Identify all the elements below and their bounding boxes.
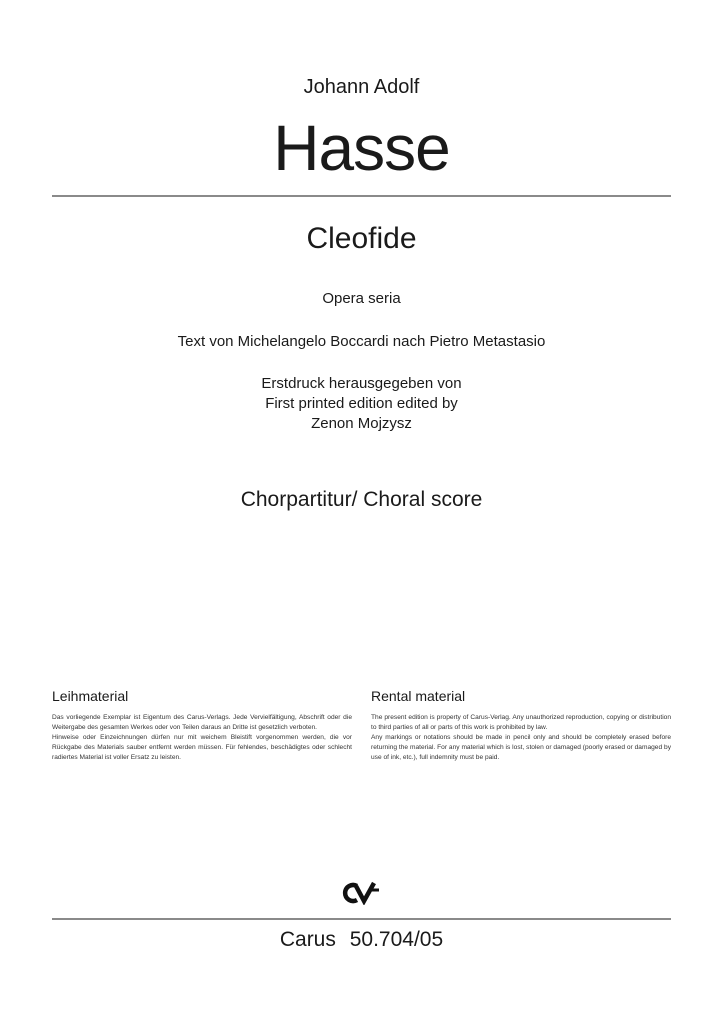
rental-notice-en (371, 688, 671, 763)
rental-paragraph: Hinweise oder Einzeichnungen dürfen nur mit weichem Bleistift vorgenommen werden, die vor Rückgabe des Materials sauber entfernt werden müssen. Für fehlendes, beschädigtes oder schlecht radiertes Material ist voller Ersatz zu leisten. (52, 734, 352, 761)
rental-paragraph: Das vorliegende Exemplar ist Eigentum des Carus-Verlags. Jede Vervielfältigung, Abschrift oder die Weitergabe des gesamten Werkes oder von Teilen daraus an Dritte ist gesetzlich verboten. (52, 714, 352, 731)
libretto-credit: Text von Michelangelo Boccardi nach Pietro Metastasio (177, 333, 546, 350)
rental-body-en (371, 713, 671, 763)
rental-notice-de (52, 688, 352, 763)
edition-line-en: First printed edition edited by (265, 395, 458, 412)
rental-heading-en: Rental material (371, 688, 466, 704)
carus-logo-icon (0, 881, 723, 910)
edition-line-de: Erstdruck herausgegeben von (261, 375, 462, 392)
rental-heading-de: Leihmaterial (52, 688, 129, 704)
rental-paragraph: Any markings or notations should be made in pencil only and should be completely erased before returning the material. For any material which is lost, stolen or damaged (poorly erased or damaged by use of ink, etc.), full indemnity must be paid. (371, 734, 671, 761)
work-title: Cleofide (306, 222, 417, 255)
rental-body-de (52, 713, 352, 763)
catalog-number: 50.704/05 (349, 928, 444, 951)
genre: Opera seria (322, 290, 401, 307)
bottom-divider (52, 918, 671, 920)
composer-last-name: Hasse (273, 112, 450, 184)
publisher-line (0, 928, 723, 952)
edition-credit (0, 374, 723, 434)
composer-first-name: Johann Adolf (303, 76, 420, 98)
score-type: Chorpartitur/ Choral score (240, 488, 483, 511)
publisher-name: Carus (279, 928, 336, 951)
editor-name: Zenon Mojzysz (311, 415, 412, 432)
top-divider (52, 195, 671, 197)
rental-paragraph: The present edition is property of Carus-Verlag. Any unauthorized reproduction, copying or distribution to third parties of all or parts of this work is prohibited by law. (371, 714, 671, 731)
